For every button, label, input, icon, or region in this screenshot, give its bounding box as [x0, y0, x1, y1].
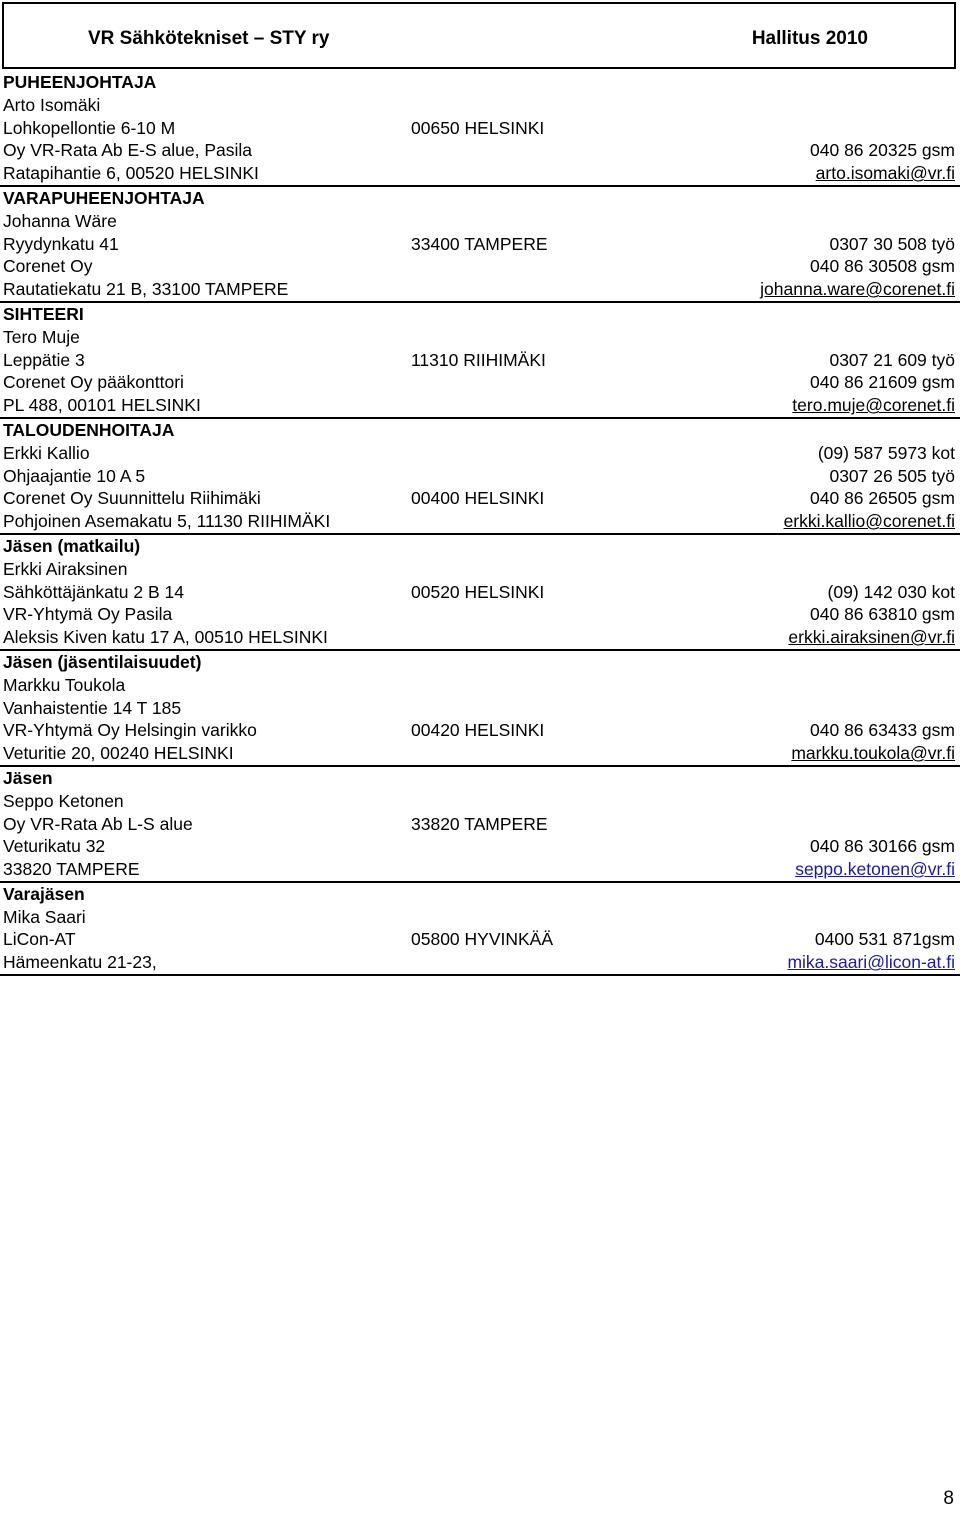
section-varapuheenjohtaja [0, 187, 960, 303]
phone-cell: (09) 587 5973 kot [817, 442, 955, 463]
name-address-cell: Veturikatu 32 [3, 836, 106, 857]
section-title-row [0, 767, 960, 790]
contact-row [0, 906, 960, 929]
postal-city-cell: 33400 TAMPERE [411, 233, 548, 254]
role-title: Jäsen [3, 767, 53, 788]
contact-row [0, 278, 960, 301]
name-address-cell: Johanna Wäre [3, 210, 117, 231]
section-jasen-jasentilaisuudet [0, 651, 960, 767]
contact-row [0, 813, 960, 836]
section-title-row [0, 535, 960, 558]
email-cell [816, 162, 955, 185]
name-address-cell: Aleksis Kiven katu 17 A, 00510 HELSINKI [3, 627, 328, 648]
name-address-cell: Seppo Ketonen [3, 790, 124, 811]
contact-row [0, 626, 960, 649]
contact-row [0, 326, 960, 349]
section-taloudenhoitaja [0, 419, 960, 535]
phone-cell: 040 86 20325 gsm [810, 140, 955, 161]
email-link[interactable]: mika.saari@licon-at.fi [787, 952, 955, 973]
postal-city-cell: 00520 HELSINKI [411, 581, 545, 602]
phone-cell: 040 86 63810 gsm [810, 604, 955, 625]
name-address-cell: LiCon-AT [3, 929, 76, 950]
board-year: Hallitus 2010 [751, 28, 868, 49]
contact-row [0, 558, 960, 581]
name-address-cell: Vanhaistentie 14 T 185 [3, 697, 182, 718]
contact-row [0, 790, 960, 813]
name-address-cell: Mika Saari [3, 906, 86, 927]
email-link[interactable]: erkki.airaksinen@vr.fi [788, 627, 955, 648]
email-link[interactable]: markku.toukola@vr.fi [791, 743, 955, 764]
phone-cell: 0307 26 505 työ [829, 465, 955, 486]
postal-city-cell: 11310 RIIHIMÄKI [411, 349, 546, 370]
contact-row [0, 674, 960, 697]
email-cell [787, 951, 955, 974]
name-address-cell: Rautatiekatu 21 B, 33100 TAMPERE [3, 279, 289, 300]
contact-row [0, 581, 960, 604]
contact-row [0, 719, 960, 742]
section-jasen-matkailu [0, 535, 960, 651]
postal-city-cell: 05800 HYVINKÄÄ [411, 929, 554, 950]
name-address-cell: Ratapihantie 6, 00520 HELSINKI [3, 163, 259, 184]
phone-cell: (09) 142 030 kot [827, 581, 955, 602]
name-address-cell: Corenet Oy [3, 256, 93, 277]
email-cell [792, 394, 955, 417]
phone-cell: 040 86 21609 gsm [810, 372, 955, 393]
contact-row [0, 742, 960, 765]
section-varajasen [0, 883, 960, 976]
contact-row [0, 139, 960, 162]
name-address-cell: Erkki Airaksinen [3, 558, 128, 579]
postal-city-cell: 00420 HELSINKI [411, 720, 545, 741]
name-address-cell: Erkki Kallio [3, 442, 90, 463]
contact-row [0, 94, 960, 117]
phone-cell: 0307 30 508 työ [829, 233, 955, 254]
phone-cell: 040 86 63433 gsm [810, 720, 955, 741]
contact-row [0, 394, 960, 417]
contact-row [0, 349, 960, 372]
name-address-cell: Arto Isomäki [3, 94, 101, 115]
contact-row [0, 371, 960, 394]
postal-city-cell: 00400 HELSINKI [411, 488, 545, 509]
name-address-cell: Corenet Oy Suunnittelu Riihimäki [3, 488, 261, 509]
email-link[interactable]: johanna.ware@corenet.fi [760, 279, 955, 300]
role-title: TALOUDENHOITAJA [3, 419, 175, 440]
section-title-row [0, 651, 960, 674]
name-address-cell: Oy VR-Rata Ab L-S alue [3, 813, 193, 834]
postal-city-cell: 33820 TAMPERE [411, 813, 548, 834]
contact-row [0, 510, 960, 533]
phone-cell: 0307 21 609 työ [829, 349, 955, 370]
section-title-row [0, 883, 960, 906]
contact-row [0, 117, 960, 140]
role-title: VARAPUHEENJOHTAJA [3, 187, 205, 208]
name-address-cell: Leppätie 3 [3, 349, 85, 370]
email-link[interactable]: tero.muje@corenet.fi [792, 395, 955, 416]
contact-row [0, 697, 960, 720]
name-address-cell: Ryydynkatu 41 [3, 233, 119, 254]
section-title-row [0, 303, 960, 326]
contact-row [0, 255, 960, 278]
phone-cell: 0400 531 871gsm [814, 929, 955, 950]
page-number: 8 [943, 1488, 954, 1509]
name-address-cell: PL 488, 00101 HELSINKI [3, 395, 201, 416]
email-link[interactable]: erkki.kallio@corenet.fi [783, 511, 955, 532]
email-cell [760, 278, 955, 301]
contact-row [0, 487, 960, 510]
name-address-cell: Lohkopellontie 6-10 M [3, 117, 176, 138]
name-address-cell: Ohjaajantie 10 A 5 [3, 465, 146, 486]
contact-row [0, 442, 960, 465]
name-address-cell: Hämeenkatu 21-23, [3, 952, 157, 973]
contact-row [0, 210, 960, 233]
email-cell [791, 742, 955, 765]
name-address-cell: Oy VR-Rata Ab E-S alue, Pasila [3, 140, 252, 161]
contact-row [0, 835, 960, 858]
contact-row [0, 928, 960, 951]
organization-name: VR Sähkötekniset – STY ry [88, 28, 330, 49]
name-address-cell: VR-Yhtymä Oy Helsingin varikko [3, 720, 257, 741]
name-address-cell: Corenet Oy pääkonttori [3, 372, 184, 393]
role-title: SIHTEERI [3, 303, 84, 324]
phone-cell: 040 86 30166 gsm [810, 836, 955, 857]
email-link[interactable]: arto.isomaki@vr.fi [815, 163, 955, 184]
name-address-cell: 33820 TAMPERE [3, 859, 140, 880]
email-cell [795, 858, 955, 881]
name-address-cell: Markku Toukola [3, 674, 126, 695]
name-address-cell: Pohjoinen Asemakatu 5, 11130 RIIHIMÄKI [3, 511, 331, 532]
phone-cell: 040 86 26505 gsm [810, 488, 955, 509]
section-puheenjohtaja [0, 71, 960, 187]
postal-city-cell: 00650 HELSINKI [411, 117, 545, 138]
contact-row [0, 233, 960, 256]
board-member-list [0, 71, 960, 976]
page-header [2, 2, 956, 69]
contact-row [0, 951, 960, 974]
email-link[interactable]: seppo.ketonen@vr.fi [795, 859, 955, 880]
section-sihteeri [0, 303, 960, 419]
name-address-cell: Tero Muje [3, 326, 80, 347]
email-cell [784, 510, 955, 533]
name-address-cell: Veturitie 20, 00240 HELSINKI [3, 743, 234, 764]
contact-row [0, 858, 960, 881]
section-title-row [0, 187, 960, 210]
phone-cell: 040 86 30508 gsm [810, 256, 955, 277]
role-title: PUHEENJOHTAJA [3, 72, 157, 92]
section-title-row [0, 419, 960, 442]
contact-row [0, 603, 960, 626]
contact-row [0, 162, 960, 185]
role-title: Varajäsen [3, 883, 85, 904]
role-title: Jäsen (matkailu) [3, 535, 141, 556]
contact-row [0, 465, 960, 488]
section-title-row [0, 71, 960, 94]
name-address-cell: VR-Yhtymä Oy Pasila [3, 604, 173, 625]
section-jasen [0, 767, 960, 883]
email-cell [788, 626, 955, 649]
role-title: Jäsen (jäsentilaisuudet) [3, 651, 202, 672]
name-address-cell: Sähköttäjänkatu 2 B 14 [3, 581, 184, 602]
